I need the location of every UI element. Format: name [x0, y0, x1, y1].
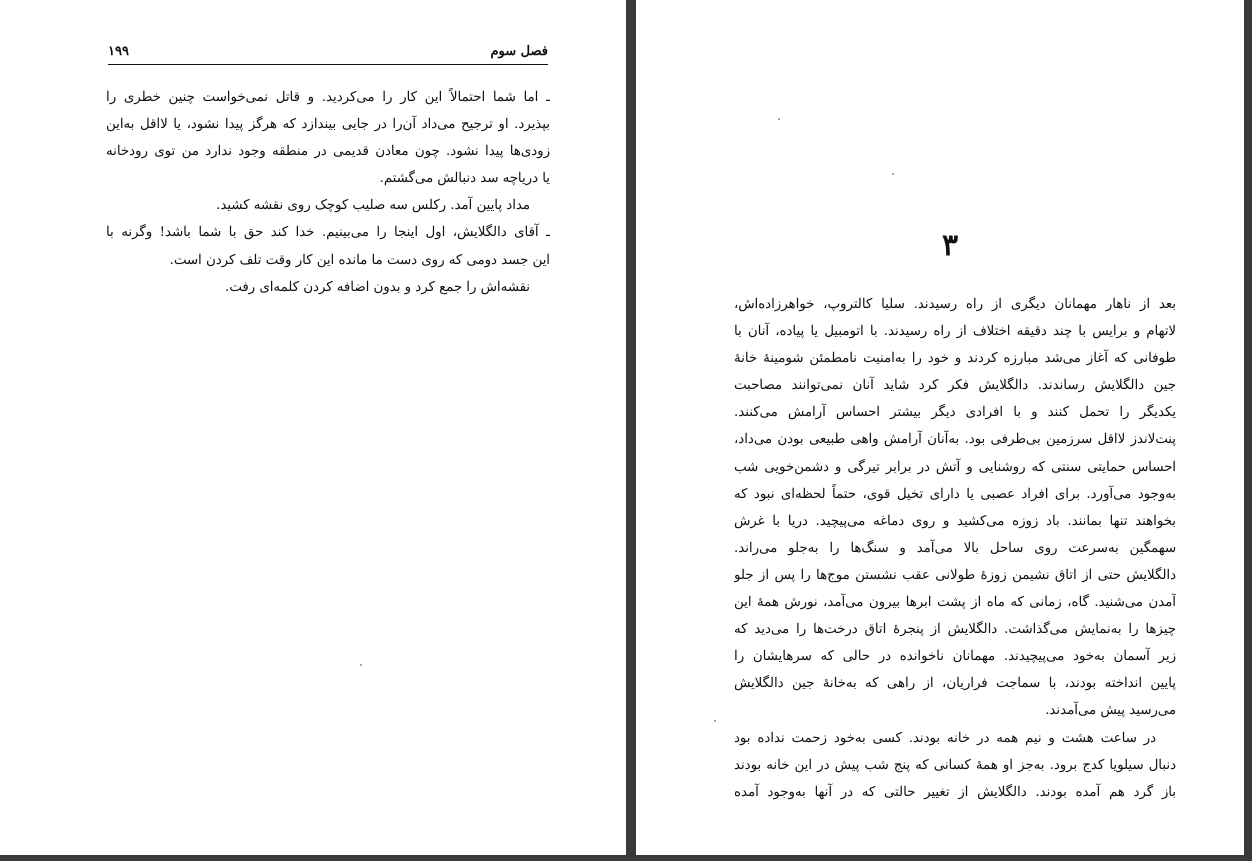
left-page-body [106, 84, 550, 301]
text-line: احساس حمایتی سنتی که روشنایی و آتش در برابر تیرگی و دشمن‌خویی شب [734, 459, 1176, 475]
page-number: ۱۹۹ [108, 44, 129, 59]
text-line: زیر آسمان به‌خود می‌پیچیدند. مهمانان ناخوانده در حالی که سرهایشان را [734, 649, 1176, 665]
paper-speck [778, 118, 780, 120]
text-line: بعد از ناهار مهمانان دیگری از راه رسیدند. سلیا کالتروپ، خواهرزاده‌اش، [734, 297, 1176, 312]
text-line: این جسد دومی که روی دست ما مانده این کار وقت تلف کردن است. [169, 252, 550, 268]
text-line: می‌رسید پیش می‌آمدند. [1045, 703, 1176, 719]
text-line: به‌وجود می‌آورد. برای افراد عصبی یا دارای تخیل قوی، حتماً لحظه‌ای نبود که [734, 486, 1176, 502]
text-line: آمدن می‌شنید. گاه، زمانی که ماه از پشت ابرها بیرون می‌آمد، نورش همهٔ این [734, 595, 1176, 611]
paper-speck [714, 720, 716, 722]
paper-speck [892, 173, 894, 175]
page-edge-bottom [0, 855, 1252, 861]
paper-speck [360, 664, 362, 666]
text-line: یکدیگر را تحمل کنند و با افرادی دیگر بیشتر احساس آرامش می‌کنند. [734, 405, 1176, 421]
text-line: دالگلایش حتی از اتاق نشیمن زوزهٔ طولانی عقب نشستن موج‌ها را پس از جلو [734, 567, 1176, 583]
text-line: دنبال سیلویا کدج برود. به‌جز او همهٔ کسانی که پنج شب پیش در این خانه بودند [734, 757, 1176, 773]
left-page [0, 0, 626, 855]
text-line: بخواهند تنها بمانند. باد زوزه می‌کشید و روی دماغه می‌پیچید. دریا با غرش [734, 513, 1176, 529]
page-gutter [626, 0, 636, 861]
chapter-title: فصل سوم [490, 44, 548, 59]
text-line: پایین انداخته بودند، با سماجت فراریان، از راهی که به‌خانهٔ جین دالگلایش [734, 676, 1176, 692]
text-line: سهمگین به‌سرعت روی ساحل بالا می‌آمد و سنگ‌ها را به‌جلو می‌راند. [734, 540, 1176, 556]
text-line: زودی‌ها پیدا نشود. چون معادن قدیمی در منطقه وجود ندارد من توی رودخانه [106, 144, 550, 160]
text-line: لاتهام و برایس با چند دقیقه اختلاف از راه رسیدند. با اتومبیل یا پیاده، آنان با [734, 324, 1176, 340]
text-line: پنت‌لاندز لااقل سرزمین بی‌طرفی بود. به‌آنان آرامش واهی طبیعی بودن می‌داد، [734, 432, 1176, 448]
right-page-body [734, 291, 1176, 806]
page-edge-right [1244, 0, 1252, 861]
text-line: ـ اما شما احتمالاً این کار را می‌کردید. و قاتل نمی‌خواست چنین خطری را [106, 90, 550, 105]
text-line: مداد پایین آمد. رکلس سه صلیب کوچک روی نقشه کشید. [216, 198, 530, 214]
text-line: در ساعت هشت و نیم همه در خانه بودند. کسی به‌خود زحمت نداده بود [734, 730, 1156, 746]
text-line: نقشه‌اش را جمع کرد و بدون اضافه کردن کلمه‌ای رفت. [225, 279, 530, 295]
text-line: باز گرد هم آمده بودند. دالگلایش از تغییر حالتی که در آنها به‌وجود آمده [734, 784, 1176, 800]
chapter-number: ۳ [941, 228, 959, 263]
text-line: جین دالگلایش رساندند. دالگلایش فکر کرد شاید آنان نمی‌توانند مصاحبت [734, 378, 1176, 394]
text-line: چیزها را به‌نمایش می‌گذاشت. دالگلایش از پنجرهٔ اتاق درخت‌ها را می‌دید که [734, 622, 1176, 638]
text-line: طوفانی که آغاز می‌شد مبارزه کردند و خود را به‌امنیت نامطمئن شومینهٔ خانهٔ [734, 351, 1176, 367]
running-head [108, 42, 548, 65]
text-line: ـ آقای دالگلایش، اول اینجا را می‌بینیم. خدا کند حق با شما باشد! وگرنه با [106, 225, 550, 241]
text-line: بپذیرد. او ترجیح می‌داد آن‌را در جایی بیندازد که هرگز پیدا نشود، یا لااقل به‌این [106, 117, 550, 133]
text-line: یا دریاچه سد دنبالش می‌گشتم. [379, 171, 550, 187]
